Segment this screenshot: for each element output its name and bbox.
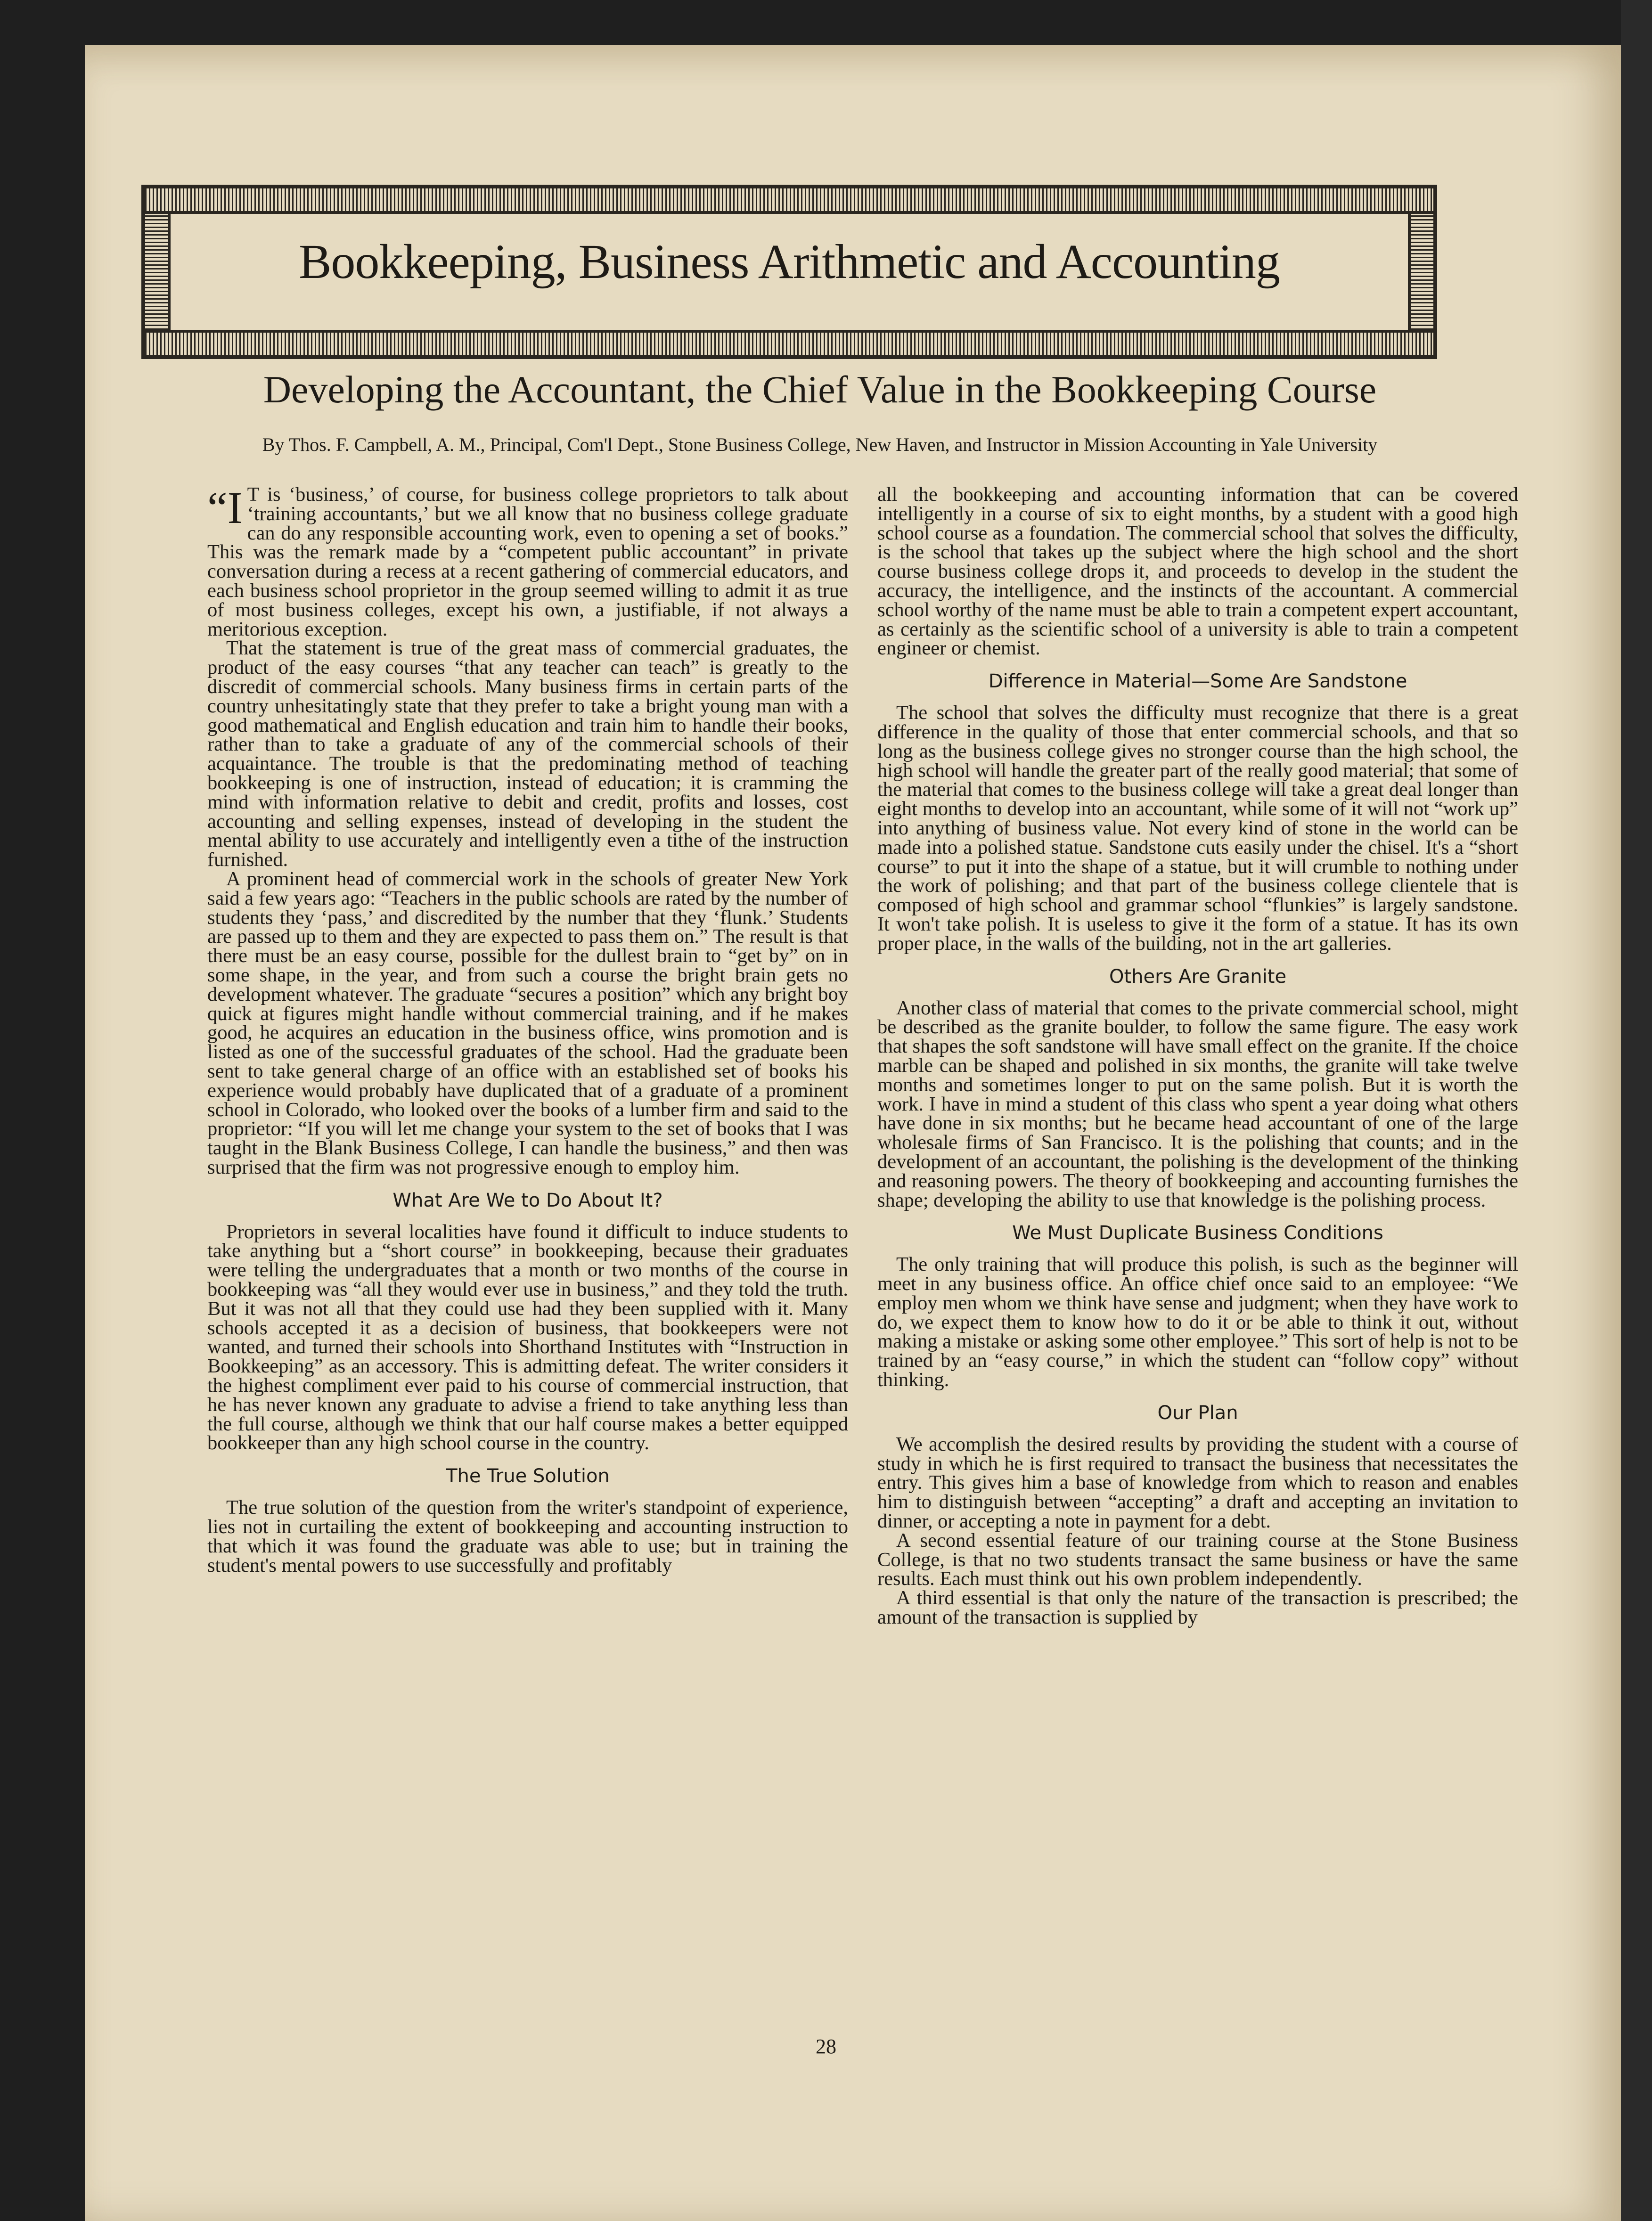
section-title: Bookkeeping, Business Arithmetic and Accounting [299, 235, 1280, 289]
drop-cap: “I [207, 485, 243, 533]
paragraph: The school that solves the difficulty must recognize that there is a great difference in the quality of those that enter commercial schools, and that so long as the business college gives no stronger course than the high school, the high school will handle the greater part of the really good material; that some of the material that comes to the business college will take a great deal longer than eight months to develop into an accountant, while some of it will not “work up” into anything of business value. Not every kind of stone in the world can be made into a polished statue. Sandstone cuts easily under the chisel. It's a “short course” to put it into the shape of a statue, but it will crumble to nothing under the work of polishing; and that part of the business college clientele that is composed of high school and grammar school “flunkies” is largely sandstone. It won't take polish. It is useless to give it the form of a statue. It has its own proper place, in the walls of the building, not in the art galleries. [877, 702, 1518, 955]
byline: By Thos. F. Campbell, A. M., Principal, Com'l Dept., Stone Business College, New Haven, and Instructor in Mission Accounting in Yale University [262, 434, 1378, 455]
banner-border-top [145, 188, 1433, 214]
subheading: What Are We to Do About It? [393, 1189, 663, 1211]
paragraph: Proprietors in several localities have found it difficult to induce students to take anything but a “short course” in bookkeeping, because their graduates were telling the undergraduates that a month or two months of the course in bookkeeping was “all they would ever use in business,” and they told the truth. But it was not all that they could use had they been supplied with it. Many schools accepted it as a decision of business, that bookkeepers were not wanted, and turned their schools into Shorthand Institutes with “Instruction in Bookkeeping” as an accessory. This is admitting defeat. The writer considers it the highest compliment ever paid to his course of commercial instruction, that he has never known any graduate to advise a friend to take anything less than the full course, although we think that our half course makes a better equipped bookkeeper than any high school course in the country. [207, 1220, 848, 1454]
paragraph: We accomplish the desired results by providing the student with a course of study in which he is first required to transact the business that necessitates the entry. This gives him a base of knowledge from which to reason and enables him to distinguish between “accepting” a draft and accepting an invitation to dinner, or accepting a note in payment for a debt. [877, 1433, 1518, 1533]
paragraph: That the statement is true of the great mass of commercial graduates, the product of the easy courses “that any teacher can teach” is greatly to the discredit of commercial schools. Many business firms in certain parts of the country unhesitatingly state that they prefer to take a bright young man with a good mathematical and English education and train him to handle their books, rather than to take a graduate of any of the commercial schools of their acquaintance. The trouble is that the predominating method of teaching bookkeeping is one of instruction, instead of education; it is cramming the mind with information relative to debit and credit, profits and losses, cost accounting and selling expenses, instead of developing in the student the mental ability to use accurately and intelligently even a tithe of the instruction furnished. [207, 637, 848, 871]
article-title: Developing the Accountant, the Chief Value in the Bookkeeping Course [263, 368, 1377, 411]
paragraph: all the bookkeeping and accounting information that can be covered intelligently in a course of six to eight months, by a student with a good high school course as a foundation. The commercial school that solves the difficulty, is the school that takes up the subject where the high school and the short course business college drops it, and proceeds to develop in the student the accuracy, the intelligence, and the instincts of the accountant. A commercial school worthy of the name must be able to train a competent expert accountant, as certainly as the scientific school of a university is able to train a competent engineer or chemist. [877, 485, 1518, 660]
paragraph: A prominent head of commercial work in the schools of greater New York said a few years ago: “Teachers in the public schools are rated by the number of students they ‘pass,’ and discredited by the number that they ‘flunk.’ Students are passed up to them and they are expected to pass them on.” The result is that there must be an easy course, possible for the dullest brain to “get by” on in some shape, in the year, and from such a course the bright brain gets no development whatever. The graduate “secures a position” which any bright boy quick at figures might handle without commercial training, and if he makes good, he acquires an education in the business office, wins promotion and is listed as one of the successful graduates of the school. Had the graduate been sent to take general charge of an office with an established set of books his experience would probably have duplicated that of a graduate of a prominent school in Colorado, who looked over the books of a lumber firm and said to the proprietor: “If you will let me change your system to the set of books that I was taught in the Blank Business College, I can handle the business,” and then was surprised that the firm was not progressive enough to employ him. [207, 867, 848, 1178]
paragraph-text: T is ‘business,’ of course, for business college proprietors to talk about ‘training accountants,’ but we all know that no business college graduate can do any responsible accounting work, even to opening a set of books.” This was the remark made by a “competent public accountant” in private conversation during a recess at a recent gathering of commercial educators, and each business school proprietor in the group seemed willing to admit it as true of most business colleges, except his own, a justifiable, if not always a meritorious exception. [207, 485, 848, 640]
subheading: The True Solution [446, 1465, 610, 1487]
section-banner [141, 185, 1437, 359]
page-edge-shadow [1621, 0, 1652, 2221]
right-column [877, 485, 1518, 2031]
banner-border-bottom [145, 330, 1433, 355]
paragraph [207, 485, 848, 639]
subheading: Difference in Material—Some Are Sandstone [988, 670, 1407, 693]
paragraph: The true solution of the question from the writer's standpoint of experience, lies not in curtailing the extent of bookkeeping and accounting instruction to that which it was found the graduate was able to use; but in training the student's mental powers to use successfully and profitably [207, 1496, 848, 1576]
paragraph: Another class of material that comes to the private commercial school, might be described as the granite boulder, to follow the same figure. The easy work that shapes the soft sandstone will have small effect on the granite. If the choice marble can be shaped and polished in six months, the granite will take twelve months and sometimes longer to put on the same polish. But it is worth the work. I have in mind a student of this class who spent a year doing what others have done in six months; but he became head accountant of one of the large wholesale firms of San Francisco. It is the polishing that counts; and in the development of an accountant, the polishing is the development of the thinking and reasoning powers. The theory of bookkeeping and accounting furnishes the shape; developing the ability to use that knowledge is the polishing process. [877, 996, 1518, 1211]
banner-border-right [1408, 214, 1433, 330]
banner-border-left [145, 214, 171, 330]
paragraph: A second essential feature of our training course at the Stone Business College, is that no two students transact the same business or have the same results. Each must think out his own problem independently. [877, 1529, 1518, 1590]
subheading: Our Plan [1157, 1402, 1238, 1424]
page-number: 28 [816, 2035, 836, 2058]
subheading: Others Are Granite [1109, 965, 1287, 988]
paragraph: The only training that will produce this polish, is such as the beginner will meet in any business office. An office chief once said to an employee: “We employ men whom we think have sense and judgment; when they have work to do, we expect them to know how to do it or be able to think it out, without making a mistake or asking some other employee.” This sort of help is not to be trained by an “easy course,” in which the student can “follow copy” without thinking. [877, 1253, 1518, 1391]
subheading: We Must Duplicate Business Conditions [1012, 1222, 1383, 1244]
left-column [207, 485, 848, 2031]
paragraph: A third essential is that only the nature of the transaction is prescribed; the amount of the transaction is supplied by [877, 1587, 1518, 1629]
